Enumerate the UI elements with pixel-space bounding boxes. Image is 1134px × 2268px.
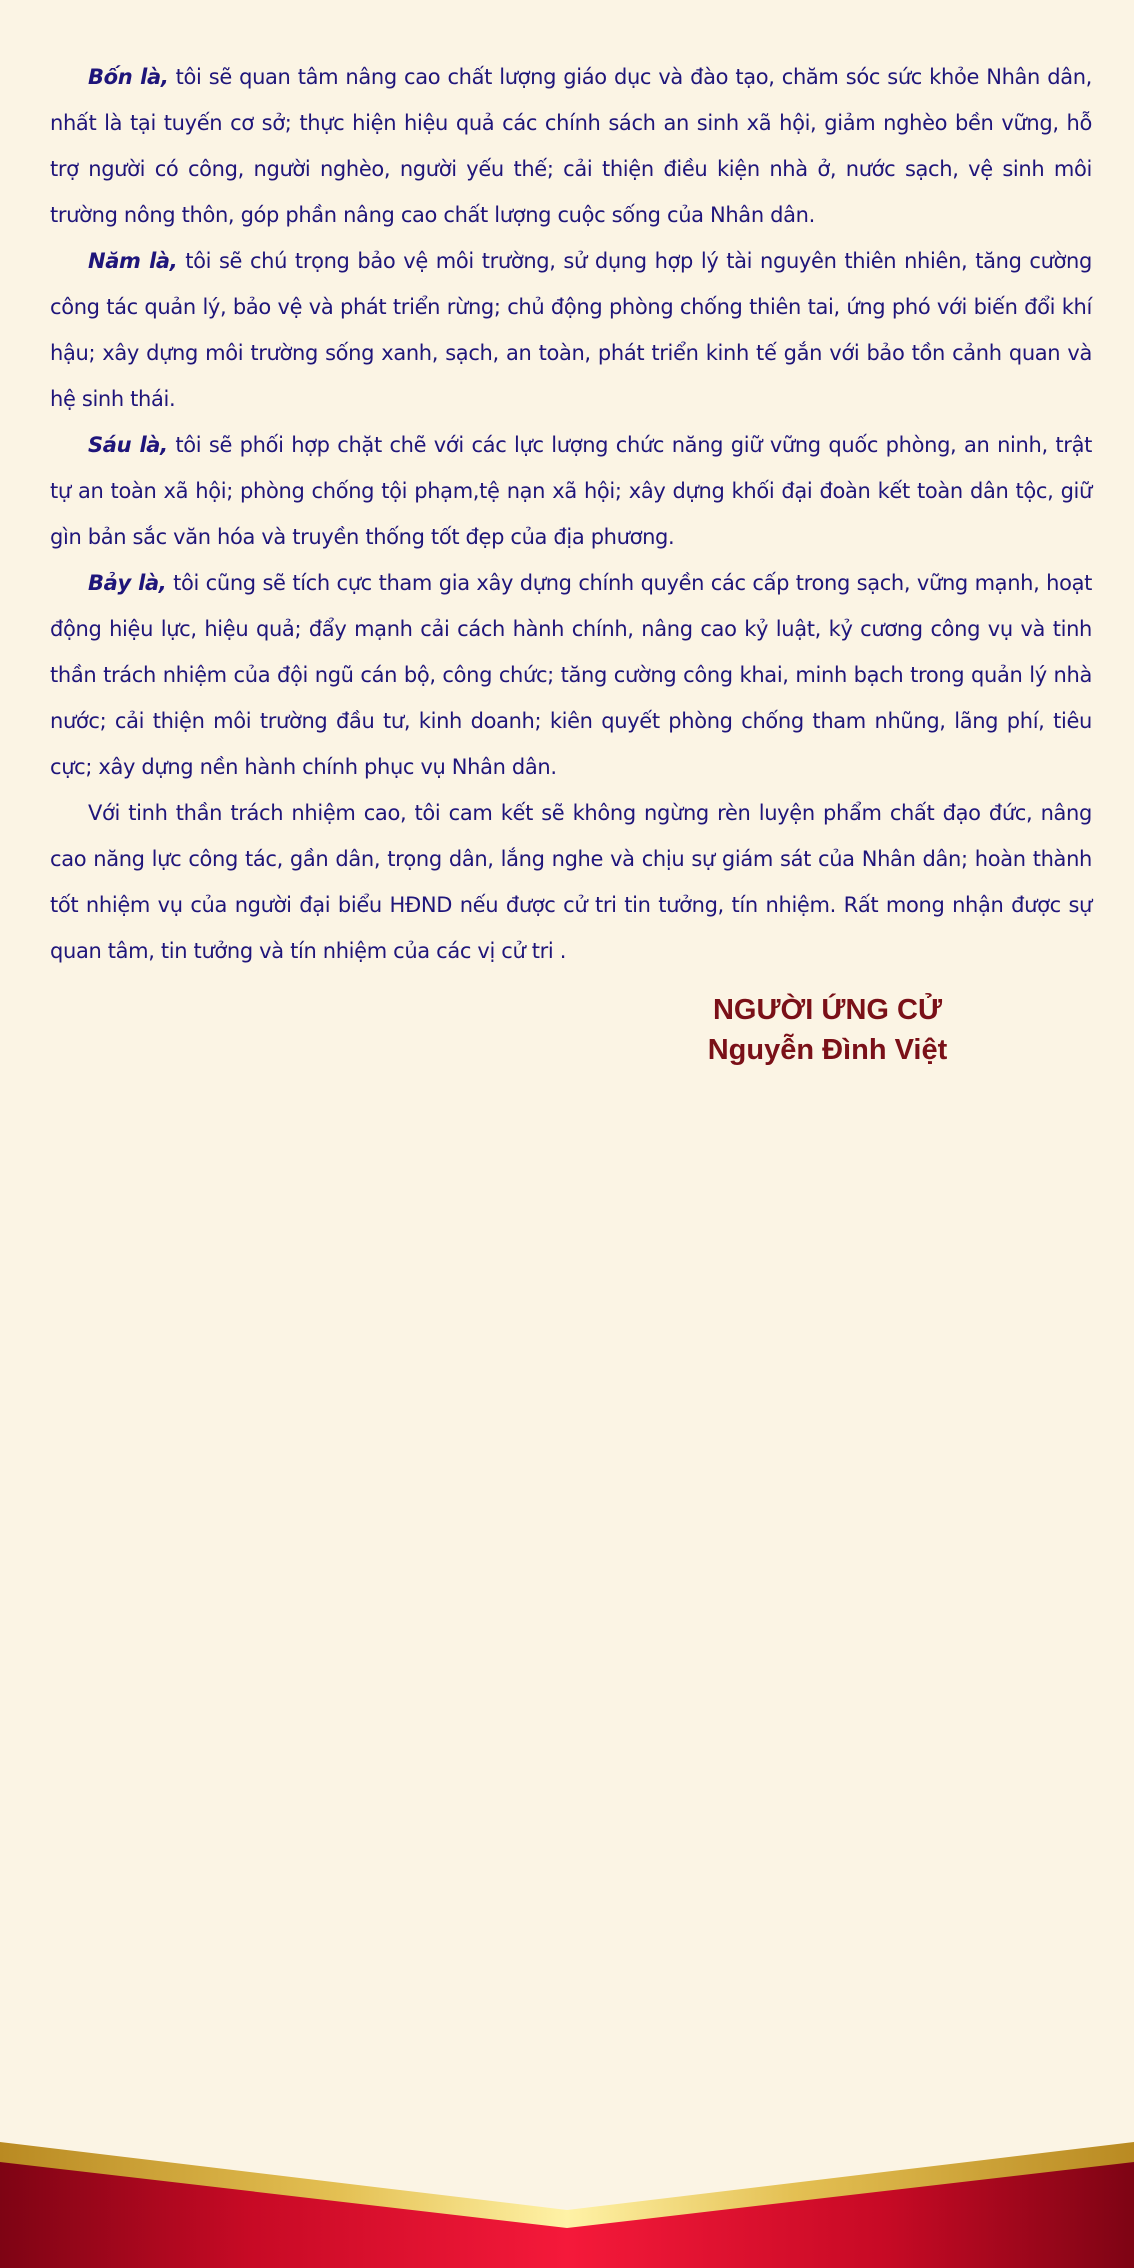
paragraph-lead: Sáu là, [88, 433, 168, 457]
paragraph-text: tôi cũng sẽ tích cực tham gia xây dựng chính quyền các cấp trong sạch, vững mạnh, hoạt động hiệu lực, hiệu quả; đẩy mạnh cải cách hành chính, nâng cao kỷ luật, kỷ cương công vụ và tinh thần trách nhiệm của đội ngũ cán bộ, công chức; tăng cường công khai, minh bạch trong quản lý nhà nước; cải thiện môi trường đầu tư, kinh doanh; kiên quyết phòng chống tham nhũng, lãng phí, tiêu cực; xây dựng nền hành chính phục vụ Nhân dân. [50, 571, 1092, 779]
paragraph-nam-la [50, 238, 1092, 422]
paragraph-lead: Năm là, [88, 249, 178, 273]
paragraph-text: tôi sẽ chú trọng bảo vệ môi trường, sử dụng hợp lý tài nguyên thiên nhiên, tăng cường công tác quản lý, bảo vệ và phát triển rừng; chủ động phòng chống thiên tai, ứng phó với biến đổi khí hậu; xây dựng môi trường sống xanh, sạch, an toàn, phát triển kinh tế gắn với bảo tồn cảnh quan và hệ sinh thái. [50, 249, 1092, 411]
paragraph-lead: Bảy là, [88, 571, 167, 595]
signature-block [640, 990, 1015, 1070]
paragraph-text: Với tinh thần trách nhiệm cao, tôi cam kết sẽ không ngừng rèn luyện phẩm chất đạo đức, nâng cao năng lực công tác, gần dân, trọng dân, lắng nghe và chịu sự giám sát của Nhân dân; hoàn thành tốt nhiệm vụ của người đại biểu HĐND nếu được cử tri tin tưởng, tín nhiệm. Rất mong nhận được sự quan tâm, tin tưởng và tín nhiệm của các vị cử tri . [50, 801, 1092, 963]
paragraph-bon-la [50, 54, 1092, 238]
paragraph-text: tôi sẽ quan tâm nâng cao chất lượng giáo dục và đào tạo, chăm sóc sức khỏe Nhân dân, nhất là tại tuyến cơ sở; thực hiện hiệu quả các chính sách an sinh xã hội, giảm nghèo bền vững, hỗ trợ người có công, người nghèo, người yếu thế; cải thiện điều kiện nhà ở, nước sạch, vệ sinh môi trường nông thôn, góp phần nâng cao chất lượng cuộc sống của Nhân dân. [50, 65, 1092, 227]
letter-body [50, 54, 1092, 974]
paragraph-bay-la [50, 560, 1092, 790]
footer-banner [0, 2118, 1134, 2268]
paragraph-text: tôi sẽ phối hợp chặt chẽ với các lực lượng chức năng giữ vững quốc phòng, an ninh, trật tự an toàn xã hội; phòng chống tội phạm,tệ nạn xã hội; xây dựng khối đại đoàn kết toàn dân tộc, giữ gìn bản sắc văn hóa và truyền thống tốt đẹp của địa phương. [50, 433, 1092, 549]
paragraph-sau-la [50, 422, 1092, 560]
signature-name: Nguyễn Đình Việt [707, 1034, 948, 1066]
paragraph-lead: Bốn là, [88, 65, 169, 89]
paragraph-closing [50, 790, 1092, 974]
footer-banner-graphic [0, 2118, 1134, 2268]
signature-title: NGƯỜI ỨNG CỬ [712, 994, 943, 1026]
